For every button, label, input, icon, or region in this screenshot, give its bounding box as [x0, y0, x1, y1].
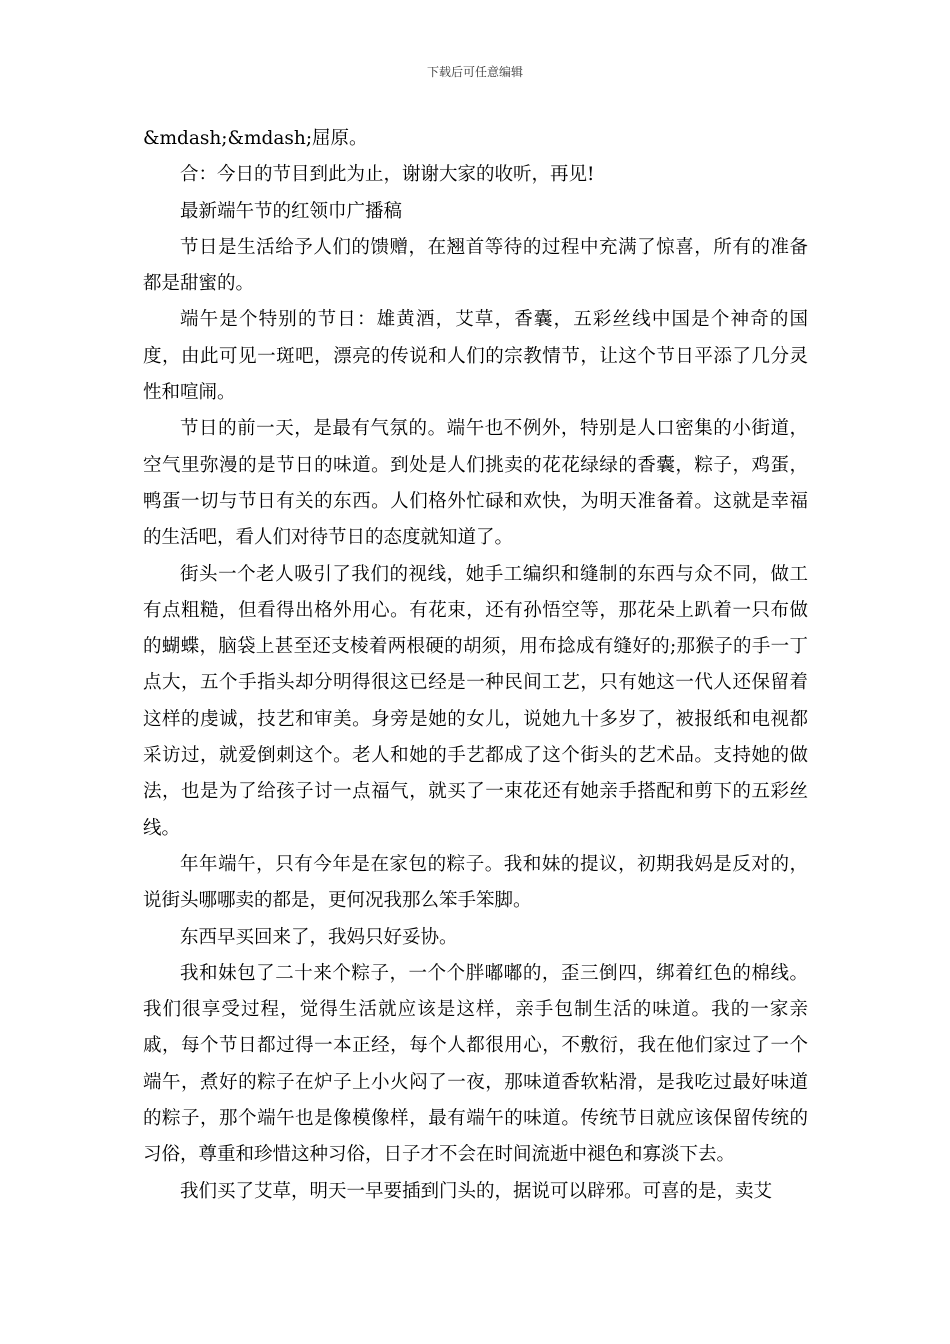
- paragraph: 端午是个特别的节日：雄黄酒，艾草，香囊，五彩丝线中国是个神奇的国度，由此可见一斑吧，漂亮的传说和人们的宗教情节，让这个节日平添了几分灵性和喧闹。: [143, 309, 808, 404]
- paragraph: 我们买了艾草，明天一早要插到门头的，据说可以辟邪。可喜的是，卖艾: [180, 1180, 773, 1202]
- paragraph-closing-remark: 合：今日的节目到此为止，谢谢大家的收听，再见!: [180, 164, 595, 186]
- paragraph-quote-attribution: &mdash;&mdash;屈原。: [143, 128, 368, 149]
- paragraph: 我和妹包了二十来个粽子，一个个胖嘟嘟的，歪三倒四，绑着红色的棉线。我们很享受过程，觉得生活就应该是这样，亲手包制生活的味道。我的一家亲戚，每个节日都过得一本正经，每个人都很用心，不敷衍，我在他们家过了一个端午，煮好的粽子在炉子上小火闷了一夜，那味道香软粘滑，是我吃过最好味道的粽子，那个端午也是像模像样，最有端午的味道。传统节日就应该保留传统的习俗，尊重和珍惜这种习俗，日子才不会在时间流逝中褪色和寡淡下去。: [143, 962, 808, 1166]
- paragraph: 节日的前一天，是最有气氛的。端午也不例外，特别是人口密集的小街道，空气里弥漫的是节日的味道。到处是人们挑卖的花花绿绿的香囊，粽子，鸡蛋，鸭蛋一切与节日有关的东西。人们格外忙碌和欢快，为明天准备着。这就是幸福的生活吧，看人们对待节日的态度就知道了。: [143, 418, 808, 549]
- section-title: 最新端午节的红领巾广播稿: [180, 200, 403, 222]
- paragraph: 街头一个老人吸引了我们的视线，她手工编织和缝制的东西与众不同，做工有点粗糙，但看得出格外用心。有花束，还有孙悟空等，那花朵上趴着一只布做的蝴蝶，脑袋上甚至还支棱着两根硬的胡须，用布捻成有缝好的;那猴子的手一丁点大，五个手指头却分明得很这已经是一种民间工艺，只有她这一代人还保留着这样的虔诚，技艺和审美。身旁是她的女儿，说她九十多岁了，被报纸和电视都采访过，就爱倒刺这个。老人和她的手艺都成了这个街头的艺术品。支持她的做法，也是为了给孩子讨一点福气，就买了一束花还有她亲手搭配和剪下的五彩丝线。: [143, 563, 808, 839]
- paragraph: 东西早买回来了，我妈只好妥协。: [180, 926, 458, 948]
- paragraph: 年年端午，只有今年是在家包的粽子。我和妹的提议，初期我妈是反对的，说街头哪哪卖的都是，更何况我那么笨手笨脚。: [143, 853, 808, 912]
- document-body: [143, 121, 808, 1210]
- paragraph: 节日是生活给予人们的馈赠，在翘首等待的过程中充满了惊喜，所有的准备都是甜蜜的。: [143, 236, 808, 295]
- page-header: 下载后可任意编辑: [426, 65, 523, 79]
